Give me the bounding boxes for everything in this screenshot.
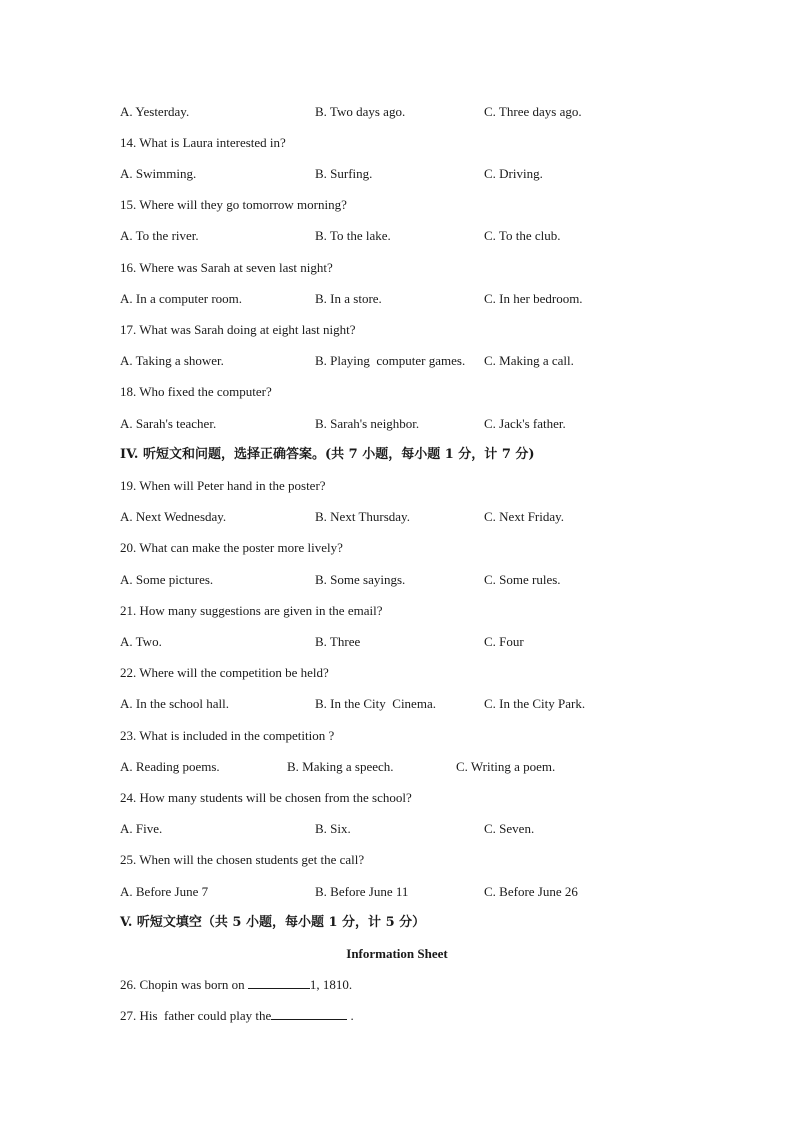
question-text: 14. What is Laura interested in? bbox=[120, 135, 286, 150]
option-a: A. Sarah's teacher. bbox=[120, 416, 217, 431]
question-20 bbox=[0, 538, 794, 558]
option-a: A. Reading poems. bbox=[120, 759, 220, 774]
question-16 bbox=[0, 258, 794, 278]
option-a: A. Next Wednesday. bbox=[120, 509, 227, 524]
question-21 bbox=[0, 601, 794, 621]
section-v-heading bbox=[0, 913, 794, 933]
option-c: C. Three days ago. bbox=[484, 104, 582, 119]
option-a: A. In the school hall. bbox=[120, 696, 230, 711]
question-text: 17. What was Sarah doing at eight last night? bbox=[120, 322, 356, 337]
option-c: C. In the City Park. bbox=[484, 696, 586, 711]
fill-text-after: 1, 1810. bbox=[309, 977, 353, 992]
question-text: 18. Who fixed the computer? bbox=[120, 384, 272, 399]
option-c: C. To the club. bbox=[484, 228, 561, 243]
options-row-18 bbox=[0, 414, 794, 434]
question-text: 24. How many students will be chosen from the school? bbox=[120, 790, 412, 805]
option-c: C. Seven. bbox=[484, 821, 535, 836]
question-text: 22. Where will the competition be held? bbox=[120, 665, 329, 680]
option-a: A. Taking a shower. bbox=[120, 353, 224, 368]
option-b: B. Before June 11 bbox=[315, 884, 409, 899]
question-14 bbox=[0, 133, 794, 153]
question-25 bbox=[0, 850, 794, 870]
question-19 bbox=[0, 476, 794, 496]
information-sheet-title: Information Sheet bbox=[346, 946, 448, 961]
option-c: C. Making a call. bbox=[484, 353, 574, 368]
options-row-21 bbox=[0, 632, 794, 652]
option-a: A. Yesterday. bbox=[120, 104, 190, 119]
option-b: B. Some sayings. bbox=[315, 572, 406, 587]
fill-sentence bbox=[120, 1006, 354, 1026]
option-c: C. Before June 26 bbox=[484, 884, 578, 899]
option-b: B. Three bbox=[315, 634, 361, 649]
options-row-14 bbox=[0, 164, 794, 184]
option-b: B. Surfing. bbox=[315, 166, 373, 181]
option-c: C. In her bedroom. bbox=[484, 291, 583, 306]
question-text: 25. When will the chosen students get the call? bbox=[120, 852, 365, 867]
question-24 bbox=[0, 788, 794, 808]
question-18 bbox=[0, 382, 794, 402]
question-text: 23. What is included in the competition ? bbox=[120, 728, 335, 743]
option-b: B. In a store. bbox=[315, 291, 382, 306]
options-row-13 bbox=[0, 102, 794, 122]
option-b: B. Making a speech. bbox=[287, 759, 394, 774]
option-b: B. Next Thursday. bbox=[315, 509, 410, 524]
option-c: C. Driving. bbox=[484, 166, 543, 181]
question-text: 20. What can make the poster more lively? bbox=[120, 540, 343, 555]
question-text: 15. Where will they go tomorrow morning? bbox=[120, 197, 347, 212]
question-text: 16. Where was Sarah at seven last night? bbox=[120, 260, 333, 275]
option-b: B. In the City Cinema. bbox=[315, 696, 436, 711]
options-row-19 bbox=[0, 507, 794, 527]
option-b: B. Six. bbox=[315, 821, 351, 836]
option-a: A. In a computer room. bbox=[120, 291, 243, 306]
option-c: C. Some rules. bbox=[484, 572, 561, 587]
option-a: A. Some pictures. bbox=[120, 572, 214, 587]
option-c: C. Four bbox=[484, 634, 524, 649]
question-23 bbox=[0, 726, 794, 746]
option-c: C. Writing a poem. bbox=[456, 759, 556, 774]
answer-blank[interactable] bbox=[271, 1006, 347, 1020]
option-b: B. Two days ago. bbox=[315, 104, 406, 119]
fill-in-26 bbox=[0, 975, 794, 995]
options-row-20 bbox=[0, 570, 794, 590]
option-b: B. Playing computer games. bbox=[315, 353, 466, 368]
option-a: A. To the river. bbox=[120, 228, 199, 243]
fill-text-before: 27. His father could play the bbox=[120, 1008, 272, 1023]
answer-blank[interactable] bbox=[248, 975, 310, 989]
option-a: A. Swimming. bbox=[120, 166, 197, 181]
option-c: C. Next Friday. bbox=[484, 509, 565, 524]
section-heading-text: V. 听短文填空（共 5 小题，每小题 1 分，计 5 分） bbox=[120, 915, 426, 930]
option-b: B. To the lake. bbox=[315, 228, 391, 243]
question-15 bbox=[0, 195, 794, 215]
option-c: C. Jack's father. bbox=[484, 416, 566, 431]
fill-sentence bbox=[120, 975, 352, 995]
question-text: 19. When will Peter hand in the poster? bbox=[120, 478, 326, 493]
options-row-23 bbox=[0, 757, 794, 777]
options-row-25 bbox=[0, 882, 794, 902]
section-iv-heading bbox=[0, 445, 794, 465]
option-a: A. Before June 7 bbox=[120, 884, 209, 899]
options-row-15 bbox=[0, 226, 794, 246]
question-17 bbox=[0, 320, 794, 340]
options-row-17 bbox=[0, 351, 794, 371]
options-row-16 bbox=[0, 289, 794, 309]
section-heading-text: IV. 听短文和问题，选择正确答案。(共 7 小题，每小题 1 分，计 7 分) bbox=[120, 447, 535, 462]
information-sheet-title-row bbox=[0, 944, 794, 964]
options-row-22 bbox=[0, 694, 794, 714]
question-text: 21. How many suggestions are given in the email? bbox=[120, 603, 383, 618]
option-a: A. Five. bbox=[120, 821, 163, 836]
fill-text-after: . bbox=[347, 1008, 354, 1023]
option-b: B. Sarah's neighbor. bbox=[315, 416, 420, 431]
options-row-24 bbox=[0, 819, 794, 839]
fill-text-before: 26. Chopin was born on bbox=[120, 977, 248, 992]
fill-in-27 bbox=[0, 1006, 794, 1026]
option-a: A. Two. bbox=[120, 634, 162, 649]
question-22 bbox=[0, 663, 794, 683]
